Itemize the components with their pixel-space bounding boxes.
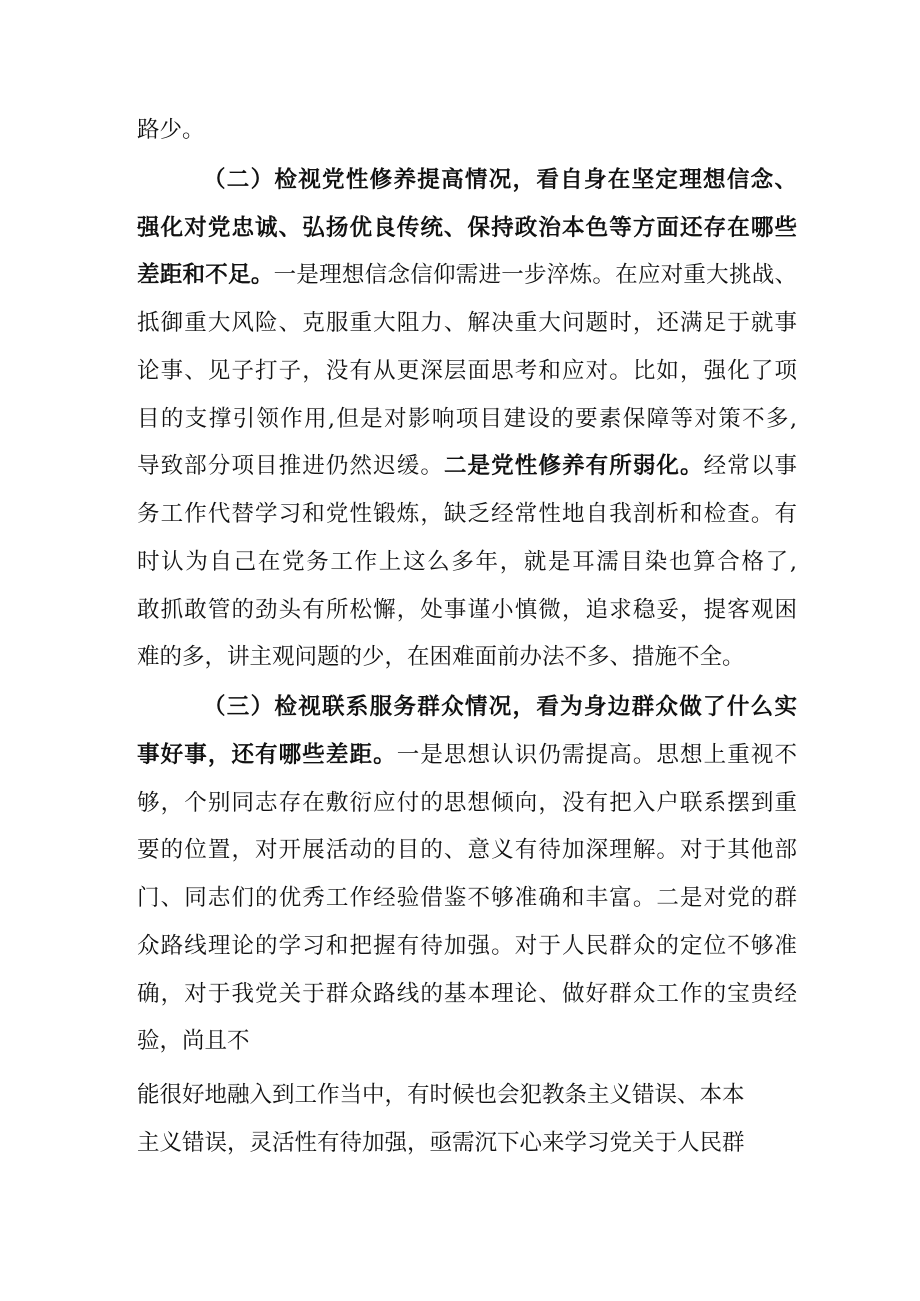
text-segment: 论事、见子打子，没有从更深层面思考和应对。比如，强化了项	[137, 358, 797, 384]
text-line	[137, 878, 797, 918]
section-heading-two	[203, 160, 797, 200]
text-line	[137, 590, 797, 630]
text-segment-bold: 二是党性修养有所弱化。	[443, 453, 704, 479]
text-segment: 够，个别同志存在敷衍应付的思想倾向，没有把入户联系摆到重	[137, 790, 797, 816]
text-line	[137, 399, 797, 439]
text-line	[137, 542, 797, 582]
text-line	[137, 494, 797, 534]
text-line	[137, 783, 797, 823]
text-line	[137, 637, 797, 677]
text-line	[137, 351, 797, 391]
text-segment: 抵御重大风险、克服重大阻力、解决重大问题时，还满足于就事	[137, 310, 797, 336]
text-segment: 要的位置，对开展活动的目的、意义有待加深理解。对于其他部	[137, 837, 797, 863]
text-segment-bold: 差距和不足。	[137, 262, 274, 288]
text-segment: （三）检视联系服务群众情况，看为身边群众做了什么实	[203, 694, 797, 720]
text-segment: 能很好地融入到工作当中，有时候也会犯教条主义错误、本本	[137, 1082, 745, 1108]
text-segment: 众路线理论的学习和把握有待加强。对于人民群众的定位不够准	[137, 933, 797, 959]
text-line	[137, 1075, 777, 1115]
text-segment: 主义错误，灵活性有待加强，亟需沉下心来学习党关于人民群	[137, 1130, 745, 1156]
text-line	[137, 974, 797, 1014]
text-segment: 经常以事	[703, 453, 797, 479]
text-segment: 务工作代替学习和党性锻炼，缺乏经常性地自我剖析和检查。有	[137, 501, 797, 527]
text-segment: （二）检视党性修养提高情况，看自身在坚定理想信念、	[203, 167, 797, 193]
text-line	[137, 255, 797, 295]
text-segment: 时认为自己在党务工作上这么多年，就是耳濡目染也算合格了,	[137, 549, 797, 575]
text-segment: 门、同志们的优秀工作经验借鉴不够准确和丰富。二是对党的群	[137, 885, 797, 911]
text-segment: 强化对党忠诚、弘扬优良传统、保持政治本色等方面还存在哪些	[137, 215, 797, 241]
text-segment-bold: 事好事，还有哪些差距。	[137, 742, 397, 768]
text-segment: 导致部分项目推进仍然迟缓。	[137, 453, 444, 479]
text-segment: 确，对于我党关于群众路线的基本理论、做好群众工作的宝贵经	[137, 981, 797, 1007]
text-line	[137, 208, 797, 248]
text-segment: 目的支撑引领作用,但是对影响项目建设的要素保障等对策不多,	[137, 406, 797, 432]
section-heading-three	[203, 687, 797, 727]
text-line	[137, 926, 797, 966]
text-line	[137, 735, 797, 775]
text-segment: 验，尚且不	[137, 1028, 250, 1054]
text-line	[137, 830, 797, 870]
text-line	[137, 1123, 777, 1163]
text-segment: 难的多，讲主观问题的少，在困难面前办法不多、措施不全。	[137, 644, 745, 670]
text-line	[137, 1021, 797, 1061]
text-segment: 一是理想信念信仰需进一步淬炼。在应对重大挑战、	[273, 262, 797, 288]
text-segment: 敢抓敢管的劲头有所松懈，处事谨小慎微，追求稳妥，提客观困	[137, 597, 797, 623]
text-line	[137, 446, 797, 486]
text-line	[137, 110, 797, 150]
text-segment: 路少。	[137, 117, 205, 143]
text-line	[137, 303, 797, 343]
text-segment: 一是思想认识仍需提高。思想上重视不	[396, 742, 797, 768]
